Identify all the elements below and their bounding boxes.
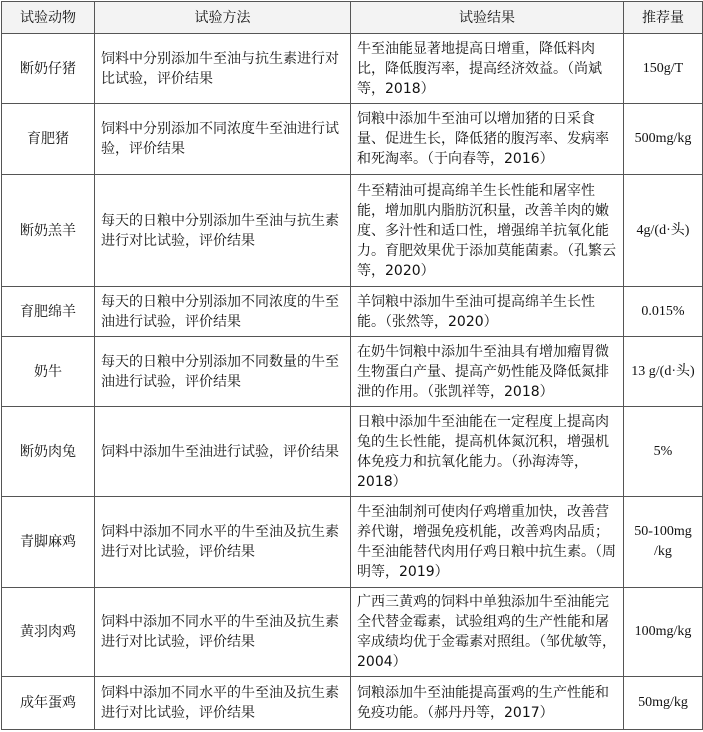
animal-cell: 断奶羔羊 [2,175,95,287]
animal-cell: 育肥绵羊 [2,287,95,337]
table-row [2,175,703,287]
table-row [2,104,703,175]
method-cell: 饲料中分别添加不同浓度牛至油进行试验，评价结果 [95,104,351,175]
dose-cell: 5% [624,407,703,497]
result-cell: 牛至油能显著地提高日增重，降低料肉比，降低腹泻率，提高经济效益。（尚斌等，2018） [351,34,624,104]
result-cell: 日粮中添加牛至油能在一定程度上提高肉兔的生长性能，提高机体氮沉积，增强机体免疫力和抗氧化能力。（孙海涛等，2018） [351,407,624,497]
method-cell: 每天的日粮中分别添加不同数量的牛至油进行试验，评价结果 [95,337,351,407]
header-dose: 推荐量 [624,2,703,34]
header-method: 试验方法 [95,2,351,34]
table-row [2,677,703,730]
result-cell: 牛至精油可提高绵羊生长性能和屠宰性能，增加肌内脂肪沉积量，改善羊肉的嫩度、多汁性和适口性，增强绵羊抗氧化能力。育肥效果优于添加莫能菌素。（孔繁云等，2020） [351,175,624,287]
dose-cell: 150g/T [624,34,703,104]
dose-cell: 4g/(d·头) [624,175,703,287]
animal-cell: 成年蛋鸡 [2,677,95,730]
method-cell: 饲料中分别添加牛至油与抗生素进行对比试验，评价结果 [95,34,351,104]
animal-cell: 青脚麻鸡 [2,497,95,588]
table-row [2,34,703,104]
table-row [2,588,703,677]
dose-cell: 13 g/(d·头) [624,337,703,407]
table-row [2,287,703,337]
method-cell: 每天的日粮中分别添加牛至油与抗生素进行对比试验，评价结果 [95,175,351,287]
dose-cell: 50-100mg /kg [624,497,703,588]
dose-cell: 50mg/kg [624,677,703,730]
animal-cell: 断奶仔猪 [2,34,95,104]
method-cell: 饲料中添加牛至油进行试验，评价结果 [95,407,351,497]
dose-cell: 0.015% [624,287,703,337]
method-cell: 饲料中添加不同水平的牛至油及抗生素进行对比试验，评价结果 [95,588,351,677]
result-cell: 在奶牛饲粮中添加牛至油具有增加瘤胃微生物蛋白产量、提高产奶性能及降低氮排泄的作用。（张凯祥等，2018） [351,337,624,407]
method-cell: 饲料中添加不同水平的牛至油及抗生素进行对比试验，评价结果 [95,677,351,730]
method-cell: 每天的日粮中分别添加不同浓度的牛至油进行试验，评价结果 [95,287,351,337]
header-animal: 试验动物 [2,2,95,34]
method-cell: 饲料中添加不同水平的牛至油及抗生素进行对比试验，评价结果 [95,497,351,588]
dose-cell: 100mg/kg [624,588,703,677]
animal-cell: 黄羽肉鸡 [2,588,95,677]
result-cell: 牛至油制剂可使肉仔鸡增重加快，改善营养代谢，增强免疫机能，改善鸡肉品质；牛至油能替代肉用仔鸡日粮中抗生素。（周明等，2019） [351,497,624,588]
table-row [2,407,703,497]
animal-cell: 育肥猪 [2,104,95,175]
result-cell: 饲粮中添加牛至油可以增加猪的日采食量、促进生长，降低猪的腹泻率、发病率和死淘率。（于向春等，2016） [351,104,624,175]
result-cell: 广西三黄鸡的饲料中单独添加牛至油能完全代替金霉素，试验组鸡的生产性能和屠宰成绩均优于金霉素对照组。（邹优敏等，2004） [351,588,624,677]
table-row [2,337,703,407]
table-row [2,497,703,588]
dose-cell: 500mg/kg [624,104,703,175]
result-cell: 羊饲粮中添加牛至油可提高绵羊生长性能。（张然等，2020） [351,287,624,337]
header-result: 试验结果 [351,2,624,34]
result-cell: 饲粮添加牛至油能提高蛋鸡的生产性能和免疫功能。（郝丹丹等，2017） [351,677,624,730]
animal-cell: 奶牛 [2,337,95,407]
trial-table [1,1,703,730]
header-row [2,2,703,34]
animal-cell: 断奶肉兔 [2,407,95,497]
